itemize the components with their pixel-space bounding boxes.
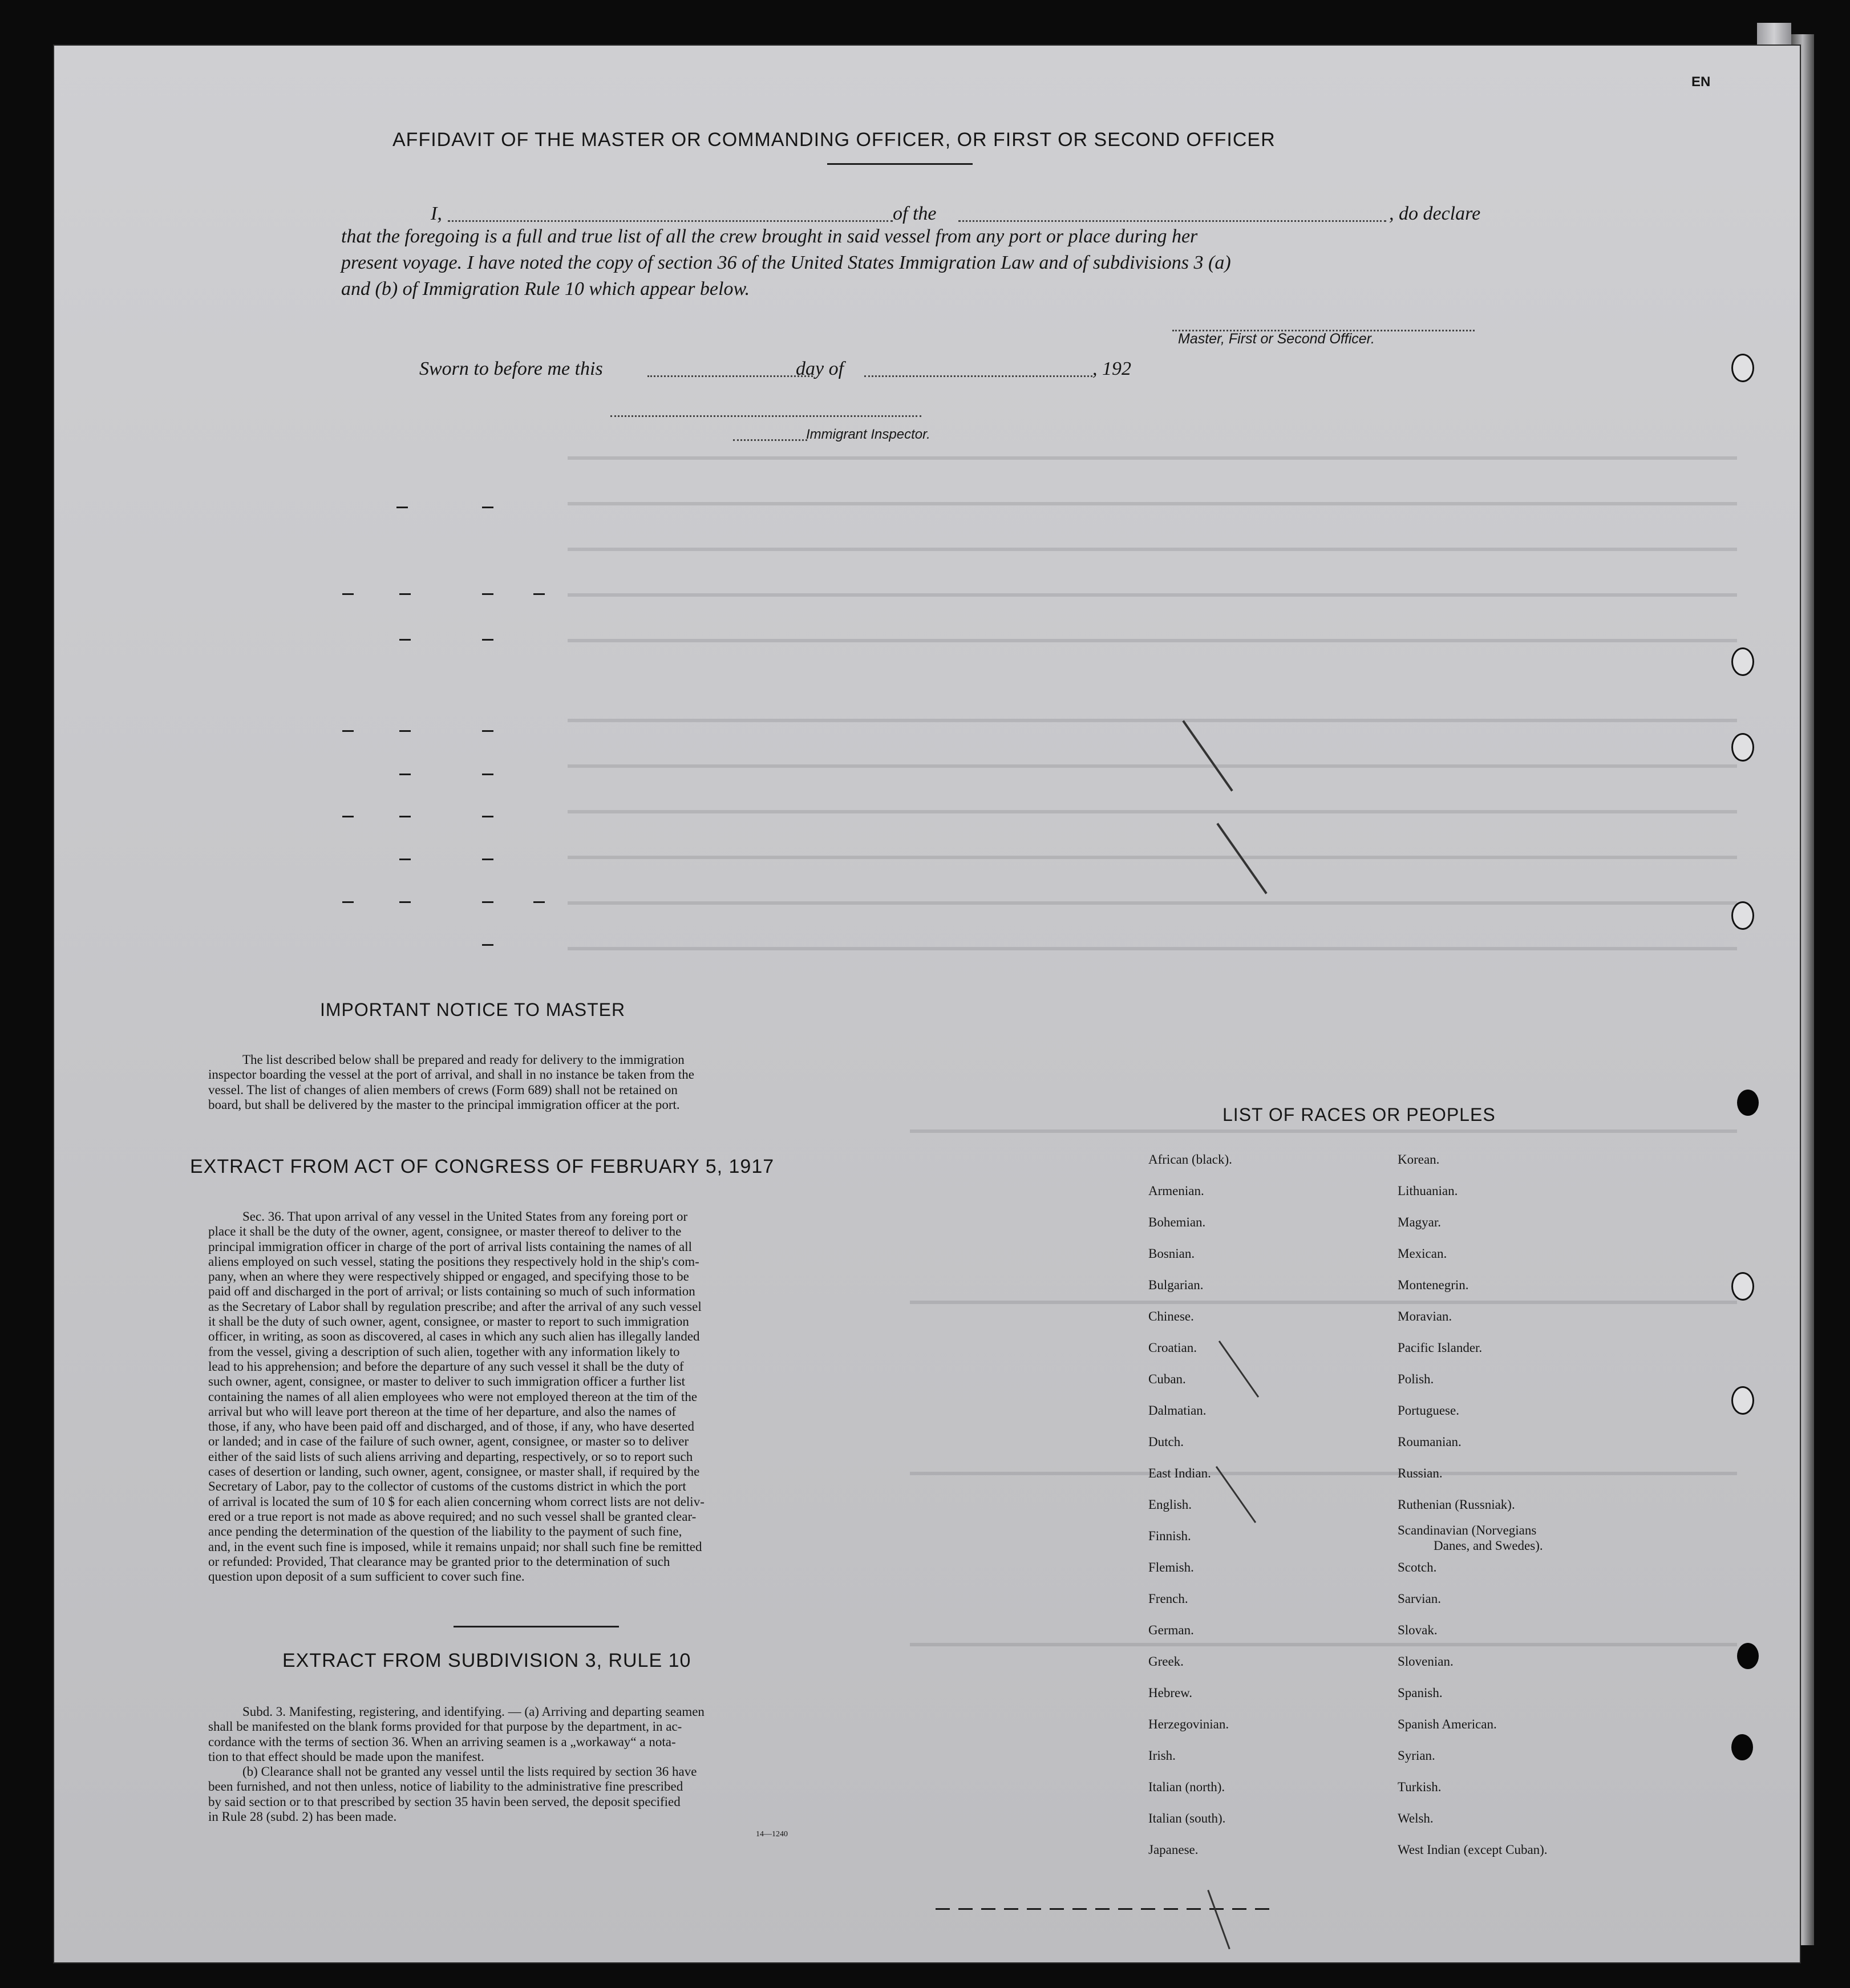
race-item: Bohemian. — [1148, 1215, 1206, 1229]
title-rule — [827, 163, 973, 165]
act-line: and, in the event such fine is imposed, while it remains unpaid; nor shall such fine be remitted — [208, 1539, 702, 1554]
declarant-label: I, — [431, 203, 442, 224]
notice-line: inspector boarding the vessel at the port of arrival, and shall in no instance be taken from the — [208, 1067, 695, 1082]
inspector-signature-field[interactable] — [610, 415, 921, 417]
rule-line: cordance with the terms of section 36. When an arriving seamen is a „workaway“ a nota- — [208, 1734, 676, 1749]
punch-hole — [1731, 647, 1754, 676]
master-signature-label: Master, First or Second Officer. — [1178, 331, 1375, 347]
vessel-name-field[interactable] — [958, 220, 1386, 222]
race-item: Magyar. — [1398, 1215, 1442, 1229]
race-item: Polish. — [1398, 1372, 1434, 1386]
rule-title: EXTRACT FROM SUBDIVISION 3, RULE 10 — [282, 1650, 691, 1671]
corner-mark: EN — [1691, 74, 1711, 90]
act-line: from the vessel, giving a description of such alien, together with any information likely to — [208, 1344, 680, 1359]
rule-line: in Rule 28 (subd. 2) has been made. — [208, 1809, 397, 1824]
race-item: Moravian. — [1398, 1309, 1452, 1323]
punch-hole — [1731, 1272, 1754, 1301]
act-line: it shall be the duty of such owner, agent, consignee, or master to report to such immigration — [208, 1314, 689, 1329]
race-item: Mexican. — [1398, 1246, 1447, 1261]
sworn-day-field[interactable] — [647, 375, 813, 377]
race-item: Slovak. — [1398, 1623, 1438, 1637]
race-item: Japanese. — [1148, 1843, 1199, 1857]
notice-line: vessel. The list of changes of alien members of crews (Form 689) shall not be retained on — [208, 1082, 678, 1097]
punch-hole — [1731, 1734, 1753, 1760]
race-item: Chinese. — [1148, 1309, 1194, 1323]
act-line: containing the names of all alien employees who were not employed thereon at the tim of the — [208, 1389, 698, 1404]
act-line: lead to his apprehension; and before the departure of any such vessel it shall be the duty of — [208, 1359, 684, 1374]
act-line: ance pending the determination of the question of the liability to the payment of such fine, — [208, 1524, 682, 1539]
act-line: officer, in writing, as soon as discovered, al cases in which any such alien has illegally landed — [208, 1329, 700, 1344]
act-line: Secretary of Labor, pay to the collector of customs of the customs district in which the port — [208, 1479, 686, 1494]
race-item: German. — [1148, 1623, 1194, 1637]
year-label: , 192 — [1092, 358, 1131, 379]
punch-hole — [1737, 1643, 1759, 1669]
race-item: Roumanian. — [1398, 1435, 1462, 1449]
form-number: 14—1240 — [756, 1830, 788, 1839]
notice-line: The list described below shall be prepared and ready for delivery to the immigration — [242, 1052, 685, 1067]
punch-hole — [1731, 733, 1754, 762]
race-item: African (black). — [1148, 1152, 1232, 1167]
act-line: such owner, agent, consignee, or master to deliver to such immigration officer a further list — [208, 1374, 685, 1389]
race-item: Portuguese. — [1398, 1403, 1459, 1418]
act-line: question upon deposit of a sum sufficient to cover such fine. — [208, 1569, 525, 1584]
rule-line: shall be manifested on the blank forms provided for that purpose by the department, in ac- — [208, 1719, 682, 1734]
affidavit-line-4: and (b) of Immigration Rule 10 which appear below. — [341, 278, 750, 299]
punch-hole — [1731, 354, 1754, 382]
race-item: Scotch. — [1398, 1560, 1437, 1574]
notice-title: IMPORTANT NOTICE TO MASTER — [320, 999, 626, 1020]
race-item: Dutch. — [1148, 1435, 1184, 1449]
notice-line: board, but shall be delivered by the master to the principal immigration officer at the port. — [208, 1097, 680, 1112]
act-title: EXTRACT FROM ACT OF CONGRESS OF FEBRUARY 5, 1917 — [190, 1156, 775, 1177]
notice-body — [208, 1052, 893, 1112]
act-rule — [454, 1626, 619, 1627]
act-line: paid off and discharged in the port of arrival; or lists containing so much of such information — [208, 1284, 695, 1299]
inspector-label: Immigrant Inspector. — [806, 427, 930, 442]
race-item: Korean. — [1398, 1152, 1440, 1167]
act-line: those, if any, who have been paid off and discharged, and of those, if any, who have deserted — [208, 1419, 695, 1434]
declare-text: , do declare — [1389, 203, 1481, 224]
affidavit-title: AFFIDAVIT OF THE MASTER OR COMMANDING OFFICER, OR FIRST OR SECOND OFFICER — [392, 129, 1276, 151]
rule-line: tion to that effect should be made upon the manifest. — [208, 1749, 484, 1764]
sworn-month-field[interactable] — [864, 375, 1092, 377]
race-item: Italian (south). — [1148, 1811, 1226, 1825]
act-line: pany, when an where they were respectively shipped or engaged, and specifying those to be — [208, 1269, 689, 1284]
rule-line: (b) Clearance shall not be granted any vessel until the lists required by section 36 have — [242, 1764, 697, 1779]
race-item: Croatian. — [1148, 1341, 1197, 1355]
race-item: Irish. — [1148, 1748, 1176, 1763]
race-item: Flemish. — [1148, 1560, 1194, 1574]
act-line: cases of desertion or landing, such owner, agent, consignee, or master shall, if required by the — [208, 1464, 700, 1479]
race-item: French. — [1148, 1592, 1188, 1606]
vessel-label: of the — [893, 203, 937, 224]
race-item: Ruthenian (Russniak). — [1398, 1497, 1515, 1512]
race-item: Dalmatian. — [1148, 1403, 1207, 1418]
act-line: aliens employed on such vessel, stating the positions they respectively hold in the ship's com- — [208, 1254, 699, 1269]
race-item: Montenegrin. — [1398, 1278, 1469, 1292]
affidavit-line-3: present voyage. I have noted the copy of section 36 of the United States Immigration Law and of subdivisions 3 (a) — [341, 252, 1231, 273]
act-line: Sec. 36. That upon arrival of any vessel in the United States from any foreing port or — [242, 1209, 688, 1224]
affidavit-line-2: that the foregoing is a full and true list of all the crew brought in said vessel from any port or place during her — [341, 226, 1198, 247]
race-item: Armenian. — [1148, 1184, 1204, 1198]
race-item: Spanish. — [1398, 1686, 1443, 1700]
race-item: Hebrew. — [1148, 1686, 1193, 1700]
races-title: LIST OF RACES OR PEOPLES — [1222, 1104, 1496, 1125]
punch-hole — [1731, 901, 1754, 930]
race-item: Syrian. — [1398, 1748, 1435, 1763]
act-line: as the Secretary of Labor shall by regulation prescribe; and after the arrival of any such vessel — [208, 1299, 702, 1314]
race-item: Danes, and Swedes). — [1434, 1538, 1543, 1553]
rule-line: by said section or to that prescribed by section 35 havin been served, the deposit specified — [208, 1794, 681, 1809]
race-item: Finnish. — [1148, 1529, 1191, 1543]
inspector-name-leader — [733, 439, 807, 441]
act-line: either of the said lists of such aliens arriving and departing, respectively, or so to report such — [208, 1449, 693, 1464]
act-line: or landed; and in case of the failure of such owner, agent, consignee, or master so to deliver — [208, 1434, 689, 1449]
act-line: place it shall be the duty of the owner, agent, consignee, or master thereof to deliver to the — [208, 1224, 682, 1239]
sworn-label: Sworn to before me this — [419, 358, 603, 379]
race-item: Herzegovinian. — [1148, 1717, 1229, 1731]
race-item: Bosnian. — [1148, 1246, 1195, 1261]
document-page — [54, 46, 1800, 1962]
race-item: Pacific Islander. — [1398, 1341, 1483, 1355]
act-line: of arrival is located the sum of 10 $ for each alien concerning whom correct lists are not deliv- — [208, 1494, 705, 1509]
act-line: or refunded: Provided, That clearance may be granted prior to the determination of such — [208, 1554, 670, 1569]
day-of-label: day of — [796, 358, 844, 379]
race-item: East Indian. — [1148, 1466, 1211, 1480]
declarant-name-field[interactable] — [448, 220, 893, 222]
race-item: Cuban. — [1148, 1372, 1186, 1386]
race-item: English. — [1148, 1497, 1192, 1512]
punch-hole — [1731, 1386, 1754, 1415]
race-item: Turkish. — [1398, 1780, 1442, 1794]
race-item: Lithuanian. — [1398, 1184, 1458, 1198]
rule-line: been furnished, and not then unless, notice of liability to the administrative fine prescribed — [208, 1779, 683, 1794]
act-body — [208, 1209, 893, 1584]
act-line: principal immigration officer in charge of the port of arrival lists containing the names of all — [208, 1239, 692, 1254]
race-item: Spanish American. — [1398, 1717, 1497, 1731]
race-item: Sarvian. — [1398, 1592, 1442, 1606]
race-item: Greek. — [1148, 1654, 1184, 1669]
act-line: arrival but who will leave port thereon at the time of her departure, and also the names of — [208, 1404, 677, 1419]
race-item: Welsh. — [1398, 1811, 1434, 1825]
rule-line: Subd. 3. Manifesting, registering, and identifying. — (a) Arriving and departing seamen — [242, 1704, 705, 1719]
rule-body — [208, 1704, 893, 1824]
race-item: West Indian (except Cuban). — [1398, 1843, 1548, 1857]
race-item: Russian. — [1398, 1466, 1443, 1480]
race-item: Bulgarian. — [1148, 1278, 1204, 1292]
act-line: ered or a true report is not made as above required; and no such vessel shall be granted clear- — [208, 1509, 697, 1524]
race-item: Scandinavian (Norvegians — [1398, 1523, 1537, 1537]
race-item: Slovenian. — [1398, 1654, 1454, 1669]
race-item: Italian (north). — [1148, 1780, 1225, 1794]
punch-hole — [1737, 1090, 1759, 1116]
